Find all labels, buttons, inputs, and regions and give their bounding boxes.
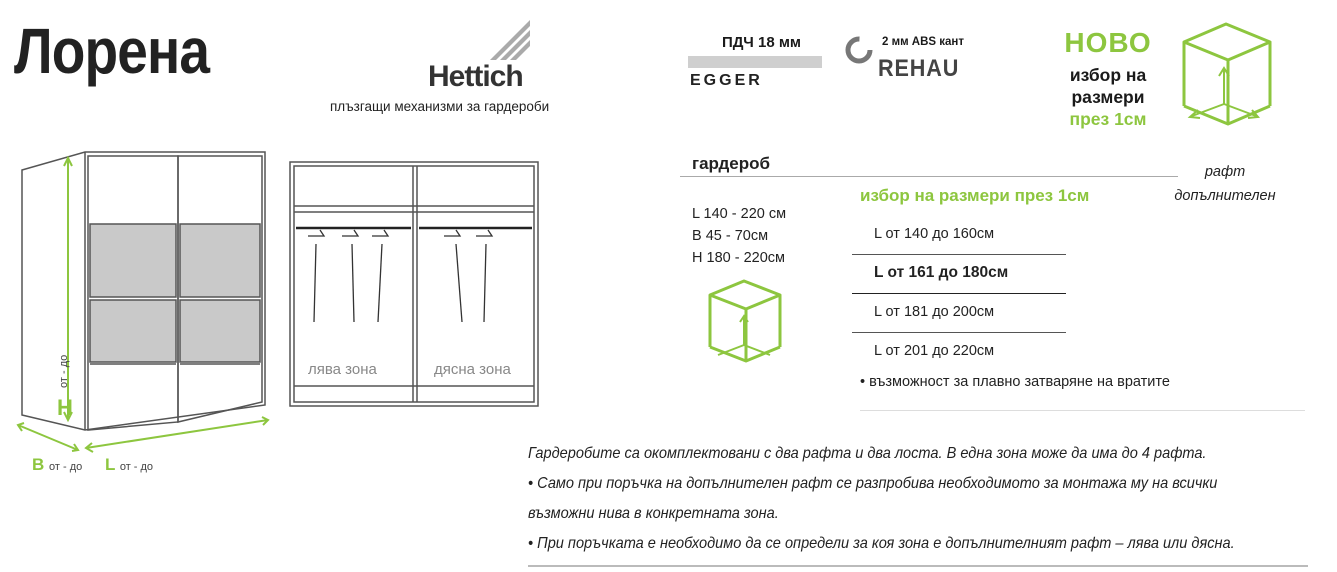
depth-label: B [32,455,45,474]
range-row-highlighted: L от 161 до 180см [874,264,1009,281]
dimension-height: H 180 - 220см [692,250,785,266]
section-heading: гардероб [692,154,771,173]
left-zone-label: лява зона [308,361,377,378]
extra-shelf-line2: допълнителен [1174,188,1276,204]
edge-spec: 2 мм ABS кант [882,36,965,48]
note-line: • Само при поръчка на допълнителен рафт се разпробива необходимото за монтажа му на всички [528,475,1218,492]
range-row: L от 201 до 220см [874,343,995,359]
footer-rule [528,565,1308,567]
dimension-length: L 140 - 220 см [692,206,787,222]
egger-bar [688,56,822,68]
extra-shelf-label [1170,160,1280,208]
new-badge-line1: избор на [1069,65,1147,85]
rehau-logo-icon [845,36,873,64]
egger-wordmark: EGGER [690,72,763,89]
section-rule [680,176,1158,177]
hettich-logo-icon [490,20,530,62]
hettich-wordmark: Hettich [428,60,523,93]
small-cube-icon [704,275,788,367]
note-line: • При поръчката е необходимо да се определи за коя зона е допълнителният рафт – лява или дясна. [528,535,1235,552]
range-divider [852,293,1066,294]
new-badge-line2: размери [1071,87,1145,107]
new-badge-line3: през 1см [1069,109,1147,129]
right-zone-label: дясна зона [434,361,511,378]
spec-bottom-rule [860,410,1305,411]
range-divider [852,254,1066,255]
hettich-subtitle: плъзгащи механизми за гардероби [330,99,550,114]
dimension-list [692,203,786,269]
cube-icon [1178,18,1278,130]
size-choice-heading: избор на размери през 1см [860,186,1090,205]
board-spec: ПДЧ 18 мм [722,34,802,51]
wardrobe-front-drawing [10,140,280,485]
note-line: Гардеробите са окомплектовани с два рафта и два лоста. В една зона може да има до 4 рафта. [528,445,1207,462]
height-label: H [57,395,73,420]
height-range: от - до [58,354,70,388]
range-divider [852,332,1066,333]
rehau-wordmark: REHAU [878,55,960,82]
length-range: от - до [119,461,154,473]
product-title: Лорена [14,15,210,87]
note-line: възможни нива в конкретната зона. [528,505,779,522]
dimension-depth: B 45 - 70см [692,228,769,244]
extra-shelf-line1: рафт [1204,164,1246,180]
range-row: L от 140 до 160см [874,226,995,242]
new-badge-headline: НОВО [1064,27,1152,58]
length-label: L [105,455,116,474]
soft-close-note: • възможност за плавно затваряне на вратите [860,374,1170,390]
depth-range: от - до [49,461,83,473]
range-row: L от 181 до 200см [874,304,995,320]
